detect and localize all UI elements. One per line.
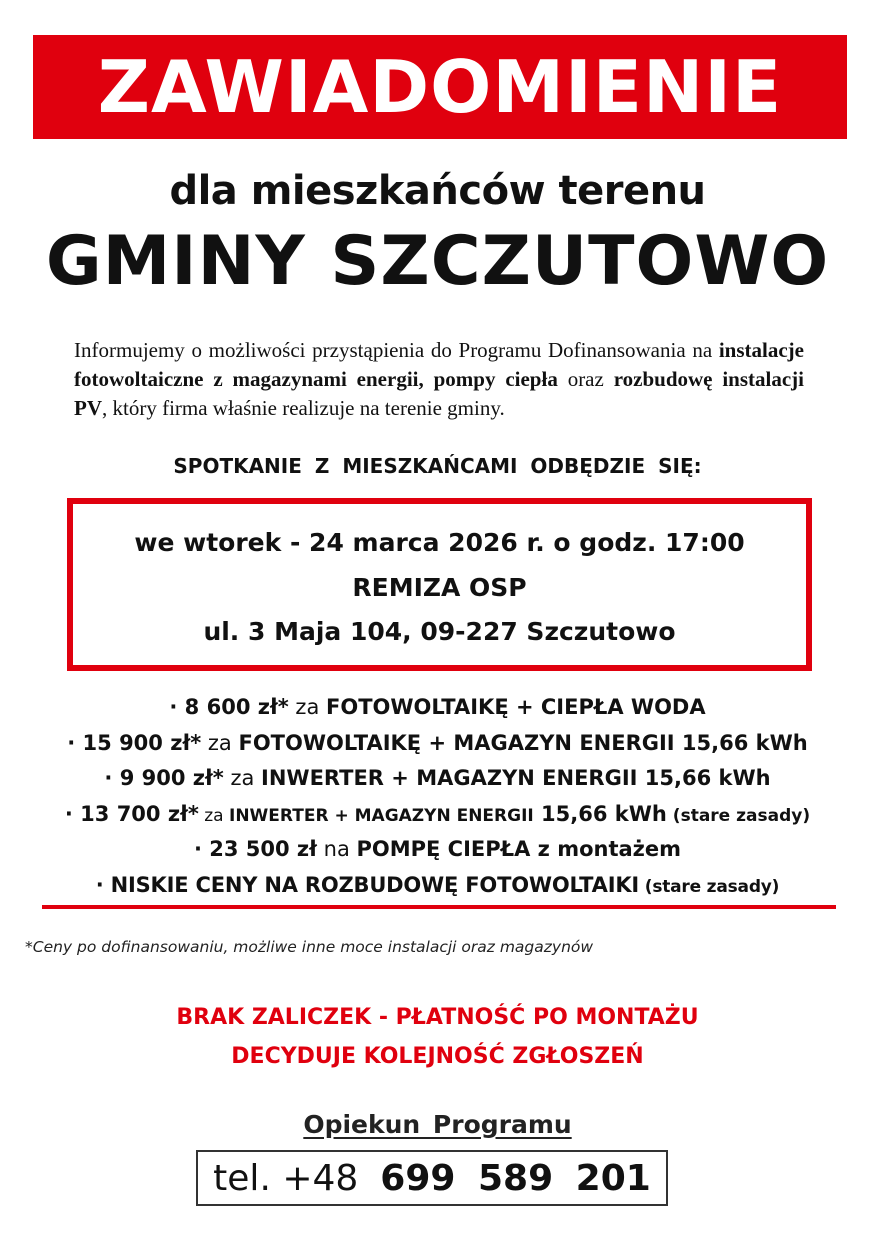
intro-text-2: oraz — [557, 367, 614, 391]
offer-product-small: INWERTER + MAGAZYN ENERGII — [229, 805, 534, 826]
offer-list — [0, 692, 875, 905]
intro-text-1: Informujemy o możliwości przystąpienia do Programu Dofinansowania na — [74, 338, 719, 362]
phone-number[interactable]: 699 589 201 — [380, 1157, 651, 1199]
notice-order: DECYDUJE KOLEJNOŚĆ ZGŁOSZEŃ — [231, 1044, 644, 1069]
offer-price: · 9 900 zł* — [104, 766, 224, 790]
meeting-date: we wtorek - 24 marca 2026 r. o godz. 17:00 — [134, 528, 745, 557]
offer-item — [0, 799, 875, 835]
phone-prefix: tel. +48 — [213, 1157, 359, 1199]
title-banner — [33, 35, 847, 139]
page-title: ZAWIADOMIENIE — [97, 45, 783, 129]
footnote: *Ceny po dofinansowaniu, możliwe inne moce instalacji oraz magazynów — [25, 938, 594, 956]
offer-item — [0, 692, 875, 728]
notice-no-advance: BRAK ZALICZEK - PŁATNOŚĆ PO MONTAŻU — [176, 1005, 699, 1030]
offer-product: FOTOWOLTAIKĘ + CIEPŁA WODA — [326, 695, 706, 719]
offer-connector: za — [223, 766, 262, 790]
meeting-place: REMIZA OSP — [352, 573, 527, 602]
offer-product: 15,66 kWh — [533, 801, 667, 826]
intro-text-3: , który firma właśnie realizuje na terenie gminy. — [102, 396, 505, 420]
offer-note: (stare zasady) — [666, 805, 811, 826]
offer-connector: na — [316, 837, 357, 861]
offer-price: · 23 500 zł — [193, 837, 317, 861]
offer-connector: za — [198, 805, 229, 826]
meeting-heading: SPOTKANIE Z MIESZKAŃCAMI ODBĘDZIE SIĘ: — [173, 454, 702, 478]
program-guardian-label: Opiekun Programu — [303, 1110, 572, 1139]
intro-paragraph — [74, 336, 804, 423]
offer-product: FOTOWOLTAIKĘ + MAGAZYN ENERGII 15,66 kWh — [238, 730, 808, 755]
intro-bold-2: rozbudowę instalacji PV — [74, 367, 805, 420]
offer-price: · 13 700 zł* — [64, 801, 199, 826]
offer-price: · 15 900 zł* — [67, 730, 202, 755]
intro-bold-1: instalacje fotowoltaiczne z magazynami energii, pompy ciepła — [74, 338, 804, 391]
offer-price: · NISKIE CENY NA ROZBUDOWĘ FOTOWOLTAIKI — [95, 872, 640, 897]
offer-price: · 8 600 zł* — [169, 695, 289, 719]
red-divider — [42, 905, 836, 909]
phone-box — [196, 1150, 668, 1206]
meeting-address: ul. 3 Maja 104, 09-227 Szczutowo — [203, 617, 676, 646]
subtitle-line-1: dla mieszkańców terenu — [169, 168, 706, 214]
subtitle-line-2: GMINY SZCZUTOWO — [45, 222, 830, 301]
offer-item — [0, 870, 875, 906]
offer-item — [0, 728, 875, 764]
offer-connector: za — [201, 730, 239, 755]
offer-item — [0, 763, 875, 799]
offer-note: (stare zasady) — [639, 876, 780, 897]
offer-connector: za — [288, 695, 326, 719]
meeting-box — [67, 498, 812, 671]
offer-product: POMPĘ CIEPŁA z montażem — [356, 837, 682, 861]
offer-product: INWERTER + MAGAZYN ENERGII 15,66 kWh — [261, 766, 771, 790]
offer-item — [0, 834, 875, 870]
